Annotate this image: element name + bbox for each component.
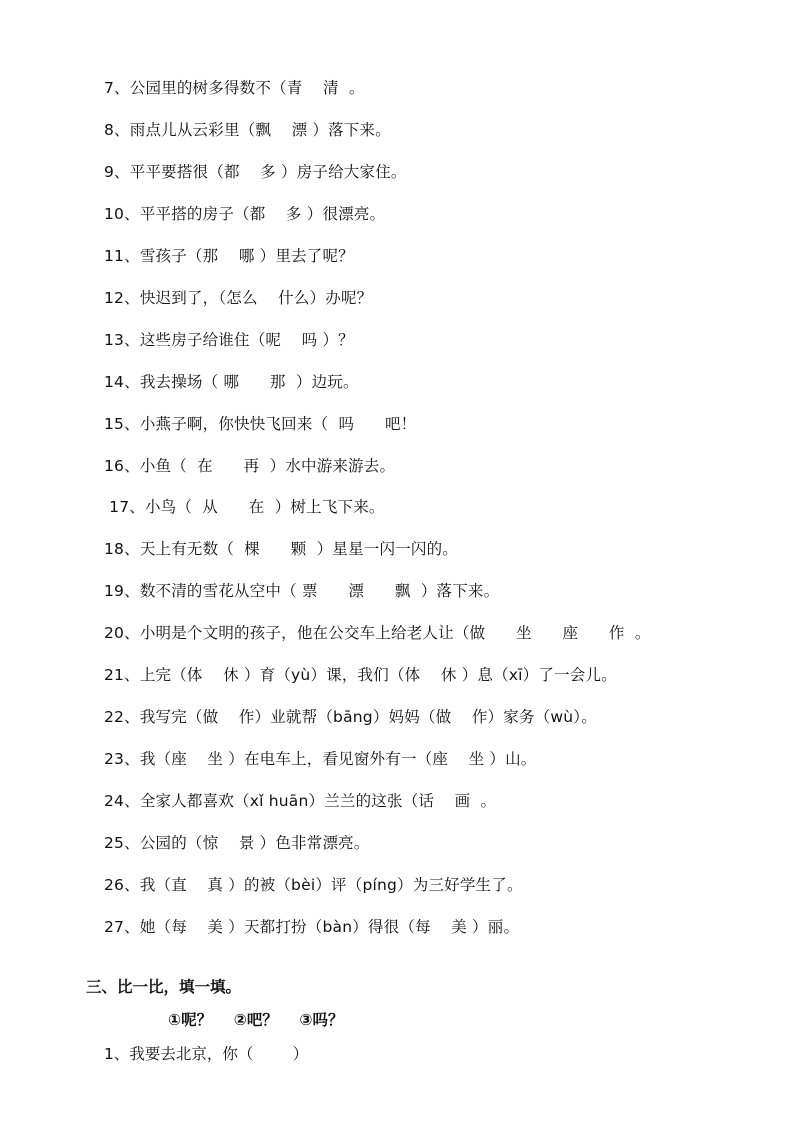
question-13: 13、这些房子给谁住（呢 吗 ）？ <box>104 331 354 349</box>
question-9: 9、平平要搭很（都 多 ）房子给大家住。 <box>104 163 407 181</box>
question-20: 20、小明是个文明的孩子，他在公交车上给老人让（做 坐 座 作 。 <box>104 624 651 642</box>
question-19: 19、数不清的雪花从空中（ 票 漂 飘 ）落下来。 <box>104 582 500 600</box>
question-12: 12、快迟到了，（怎么 什么）办呢？ <box>104 289 373 307</box>
question-24: 24、全家人都喜欢（xǐ huān）兰兰的这张（话 画 。 <box>104 792 497 810</box>
section-title: 三、比一比，填一填。 <box>86 978 242 996</box>
question-23: 23、我（座 坐 ）在电车上，看见窗外有一（座 坐 ）山。 <box>104 750 537 768</box>
question-17: 17、小鸟（ 从 在 ）树上飞下来。 <box>104 498 385 516</box>
question-8: 8、雨点儿从云彩里（飘 漂 ）落下来。 <box>104 121 391 139</box>
question-22: 22、我写完（做 作）业就帮（bāng）妈妈（做 作）家务（wù）。 <box>104 708 597 726</box>
question-7: 7、公园里的树多得数不（青 清 。 <box>104 79 365 97</box>
answer-options: ①呢？ ②吧？ ③吗？ <box>168 1011 344 1029</box>
question-14: 14、我去操场（ 哪 那 ）边玩。 <box>104 373 359 391</box>
question-11: 11、雪孩子（那 哪 ）里去了呢？ <box>104 247 354 265</box>
question-25: 25、公园的（惊 景 ）色非常漂亮。 <box>104 834 370 852</box>
question-16: 16、小鱼（ 在 再 ）水中游来游去。 <box>104 457 396 475</box>
question-21: 21、上完（体 休 ）育（yù）课，我们（体 休 ）息（xī）了一会儿。 <box>104 666 617 684</box>
question-15: 15、小燕子啊，你快快飞回来（ 吗 吧！ <box>104 415 417 433</box>
question-18: 18、天上有无数（ 棵 颗 ）星星一闪一闪的。 <box>104 540 458 558</box>
question-27: 27、她（每 美 ）天都打扮（bàn）得很（每 美 ）丽。 <box>104 918 520 936</box>
fill-item-1: 1、我要去北京，你（ ） <box>104 1045 309 1063</box>
question-10: 10、平平搭的房子（都 多 ）很漂亮。 <box>104 205 386 223</box>
question-26: 26、我（直 真 ）的被（bèi）评（píng）为三好学生了。 <box>104 876 523 894</box>
